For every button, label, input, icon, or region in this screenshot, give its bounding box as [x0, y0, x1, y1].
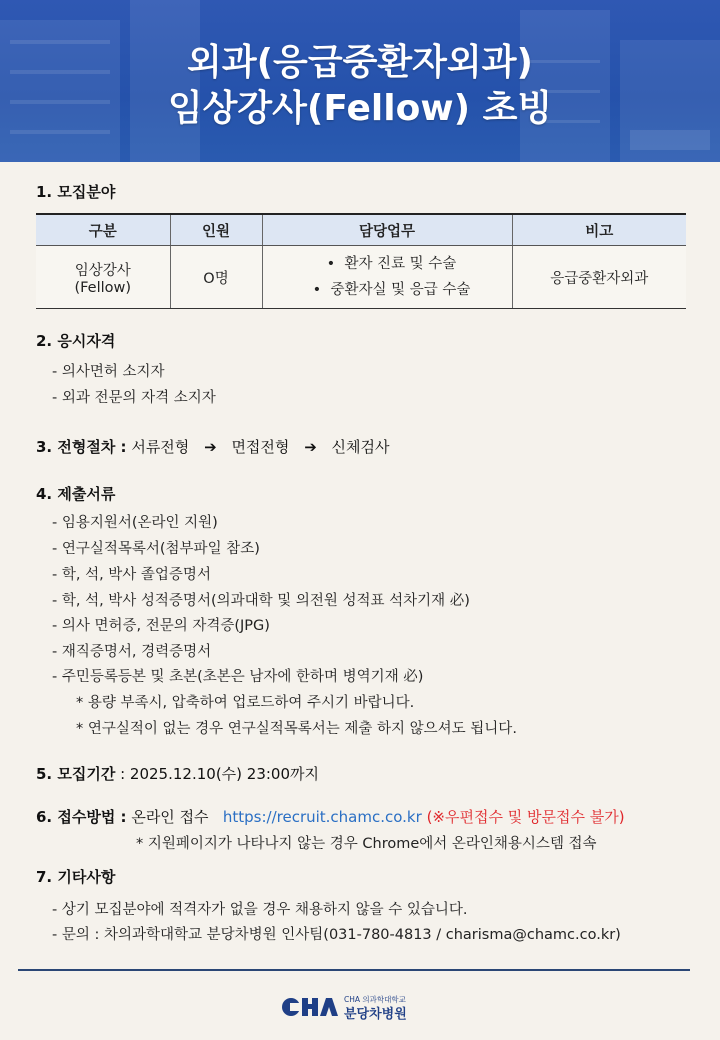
period-value: : 2025.12.10(수) 23:00까지 [120, 765, 319, 783]
section-heading-process: 3. 전형절차 : [36, 438, 127, 456]
section-application [36, 806, 625, 827]
warning-text: (※우편접수 및 방문접수 불가) [426, 808, 625, 826]
list-item: - 의사 면허증, 전문의 자격증(JPG) [52, 618, 270, 634]
category-cell [36, 246, 170, 309]
title-line-1: 외과(응급중환자외과) [187, 42, 533, 83]
category-line: 임상강사 [74, 262, 131, 279]
hospital-logo [282, 992, 442, 1022]
building-sign [630, 130, 710, 150]
bullet-icon: • [326, 256, 345, 272]
note-item: * 용량 부족시, 압축하여 업로드하여 주시기 바랍니다. [76, 695, 415, 711]
list-item: - 의사면허 소지자 [52, 364, 165, 380]
duty-item: • 환자 진료 및 수술 [326, 256, 457, 272]
table-header-row [36, 214, 686, 246]
table-header-cell: 인원 [170, 214, 262, 246]
arrow-right-icon: ➔ [204, 438, 217, 456]
contact-item: - 문의 : 차의과학대학교 분당차병원 인사팀(031-780-4813 / charisma@chamc.co.kr) [52, 927, 621, 943]
hero-banner [0, 0, 720, 162]
footer-divider [18, 969, 690, 971]
list-item: - 학, 석, 박사 졸업증명서 [52, 567, 211, 583]
list-item: - 임용지원서(온라인 지원) [52, 515, 218, 531]
page-title [0, 40, 720, 132]
process-step: 서류전형 [131, 438, 190, 456]
note-cell: 응급중환자외과 [512, 246, 686, 309]
title-line-2: 임상강사(Fellow) 초빙 [167, 88, 553, 129]
process-step: 신체검사 [331, 438, 390, 456]
list-item: - 외과 전문의 자격 소지자 [52, 390, 216, 406]
section-heading-period: 5. 모집기간 [36, 765, 116, 783]
category-line: (Fellow) [74, 279, 132, 296]
section-heading-documents: 4. 제출서류 [36, 485, 116, 503]
table-header-cell: 담당업무 [262, 214, 512, 246]
process-step: 면접전형 [231, 438, 290, 456]
count-cell: O명 [170, 246, 262, 309]
section-heading-etc: 7. 기타사항 [36, 868, 116, 886]
list-item: - 연구실적목록서(첨부파일 참조) [52, 541, 260, 557]
table-row [36, 246, 686, 309]
note-item: * 연구실적이 없는 경우 연구실적목록서는 제출 하지 않으셔도 됩니다. [76, 721, 517, 737]
section-heading-application: 6. 접수방법 : [36, 808, 127, 826]
section-heading-recruit-field: 1. 모집분야 [36, 183, 116, 201]
table-header-cell: 구분 [36, 214, 170, 246]
section-period [36, 763, 319, 784]
recruit-link[interactable]: https://recruit.chamc.co.kr [222, 808, 422, 826]
list-item: - 재직증명서, 경력증명서 [52, 644, 212, 660]
bullet-icon: • [312, 282, 331, 298]
arrow-right-icon: ➔ [304, 438, 317, 456]
logo-name: 분당차병원 [344, 1007, 407, 1022]
list-item: - 상기 모집분야에 적격자가 없을 경우 채용하지 않을 수 있습니다. [52, 902, 468, 918]
duties-cell [262, 246, 512, 309]
note-item: * 지원페이지가 나타나지 않는 경우 Chrome에서 온라인채용시스템 접속 [136, 836, 597, 852]
table-header-cell: 비고 [512, 214, 686, 246]
recruit-table [36, 213, 686, 309]
section-selection-process [36, 436, 390, 457]
logo-subtitle: CHA 의과학대학교 [344, 995, 406, 1004]
section-heading-qualification: 2. 응시자격 [36, 332, 116, 350]
duty-item: • 중환자실 및 응급 수술 [312, 282, 471, 298]
list-item: - 학, 석, 박사 성적증명서(의과대학 및 의전원 성적표 석차기재 必) [52, 593, 470, 609]
application-method: 온라인 접수 [131, 808, 209, 826]
list-item: - 주민등록등본 및 초본(초본은 남자에 한하며 병역기재 必) [52, 669, 424, 685]
